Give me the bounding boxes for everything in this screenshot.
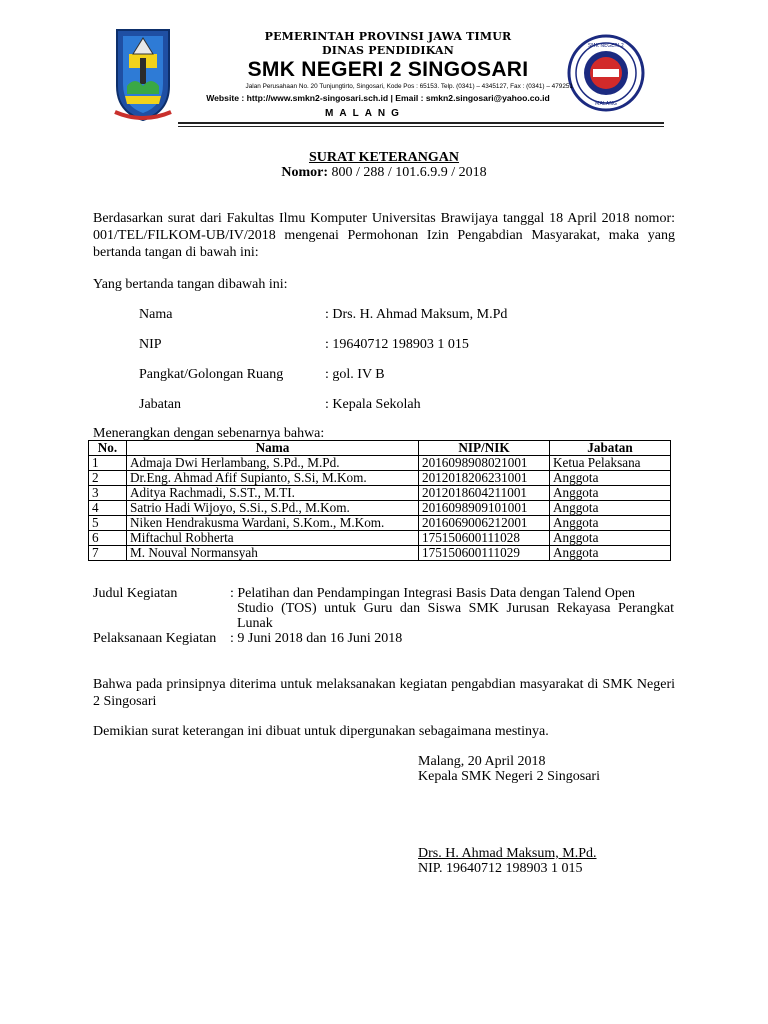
closing-sentence: Demikian surat keterangan ini dibuat untuk dipergunakan sebagaimana mestinya.: [93, 724, 549, 739]
letterhead-address: Jalan Perusahaan No. 20 Tunjungtirto, Singosari, Kode Pos : 65153. Telp. (0341) – 4345127, Fax : (0341) – 479251: [245, 83, 573, 90]
signer-name-label: Nama: [139, 307, 173, 322]
svg-text:MALANG: MALANG: [595, 101, 617, 107]
table-cell-nama: M. Nouval Normansyah: [127, 546, 419, 561]
letterhead-school-name: SMK NEGERI 2 SINGOSARI: [247, 58, 529, 81]
letterhead-divider-thin: [178, 126, 664, 127]
letterhead-government: PEMERINTAH PROVINSI JAWA TIMUR: [264, 30, 512, 43]
table-cell-no: 4: [89, 501, 127, 516]
table-cell-nama: Niken Hendrakusma Wardani, S.Kom., M.Kom.: [127, 516, 419, 531]
table-cell-jabatan: Anggota: [550, 501, 671, 516]
table-cell-jabatan: Anggota: [550, 531, 671, 546]
table-row: [89, 546, 671, 561]
table-cell-no: 1: [89, 456, 127, 471]
letterhead-contact: Website : http://www.smkn2-singosari.sch.id | Email : smkn2.singosari@yahoo.co.id: [206, 93, 550, 103]
letterhead: [178, 30, 598, 81]
activity-date-label: Pelaksanaan Kegiatan: [93, 631, 217, 646]
letter-title: SURAT KETERANGAN: [308, 150, 459, 165]
table-cell-no: 7: [89, 546, 127, 561]
activity-title-value-1: : Pelatihan dan Pendampingan Integrasi Basis Data dengan Talend Open: [230, 586, 636, 601]
signature-name: Drs. H. Ahmad Maksum, M.Pd.: [418, 846, 597, 861]
table-cell-jabatan: Anggota: [550, 486, 671, 501]
letterhead-divider: [178, 122, 664, 124]
table-cell-no: 2: [89, 471, 127, 486]
table-cell-jabatan: Anggota: [550, 471, 671, 486]
signature-nip: NIP. 19640712 198903 1 015: [418, 861, 583, 876]
signature-position: Kepala SMK Negeri 2 Singosari: [418, 769, 600, 784]
table-row: [89, 516, 671, 531]
letter-number: [0, 164, 768, 181]
table-cell-no: 3: [89, 486, 127, 501]
table-cell-nip: 2016069006212001: [419, 516, 550, 531]
letter-number-value: 800 / 288 / 101.6.9.9 / 2018: [327, 165, 487, 180]
statement: Menerangkan dengan sebenarnya bahwa:: [93, 426, 325, 441]
table-cell-nip: 2016098909101001: [419, 501, 550, 516]
team-table: [88, 440, 671, 561]
table-cell-nama: Admaja Dwi Herlambang, S.Pd., M.Pd.: [127, 456, 419, 471]
table-header-nip: NIP/NIK: [419, 441, 550, 456]
table-row: [89, 471, 671, 486]
signer-name-value: : Drs. H. Ahmad Maksum, M.Pd: [325, 307, 508, 322]
activity-date-value: : 9 Juni 2018 dan 16 Juni 2018: [230, 631, 403, 646]
signer-intro: Yang bertanda tangan dibawah ini:: [93, 277, 288, 292]
signer-position-value: : Kepala Sekolah: [325, 397, 421, 412]
table-cell-no: 6: [89, 531, 127, 546]
province-emblem-icon: [111, 24, 175, 124]
signer-rank-value: : gol. IV B: [325, 367, 385, 382]
signer-position-label: Jabatan: [139, 397, 181, 412]
table-row: [89, 531, 671, 546]
table-row: [89, 501, 671, 516]
table-cell-nip: 2016098908021001: [419, 456, 550, 471]
table-cell-nama: Miftachul Robherta: [127, 531, 419, 546]
table-cell-no: 5: [89, 516, 127, 531]
table-cell-jabatan: Anggota: [550, 546, 671, 561]
letterhead-city: MALANG: [325, 108, 405, 119]
table-row: [89, 486, 671, 501]
table-cell-nama: Satrio Hadi Wijoyo, S.Si., S.Pd., M.Kom.: [127, 501, 419, 516]
signer-rank-label: Pangkat/Golongan Ruang: [139, 367, 284, 382]
letterhead-department: DINAS PENDIDIKAN: [321, 44, 455, 57]
table-cell-nip: 2012018604211001: [419, 486, 550, 501]
table-cell-nip: 2012018206231001: [419, 471, 550, 486]
table-cell-nip: 175150600111028: [419, 531, 550, 546]
signer-nip-value: : 19640712 198903 1 015: [325, 337, 469, 352]
table-header-row: [89, 441, 671, 456]
table-cell-nama: Dr.Eng. Ahmad Afif Supianto, S.Si, M.Kom.: [127, 471, 419, 486]
activity-title-value-2: Studio (TOS) untuk Guru dan Siswa SMK Jurusan Rekayasa Perangkat: [237, 601, 674, 616]
table-cell-jabatan: Ketua Pelaksana: [550, 456, 671, 471]
table-header-jabatan: Jabatan: [550, 441, 671, 456]
table-cell-jabatan: Anggota: [550, 516, 671, 531]
signer-nip-label: NIP: [139, 337, 162, 352]
letter-number-label: Nomor:: [281, 165, 328, 180]
signature-place-date: Malang, 20 April 2018: [418, 754, 546, 769]
activity-title-label: Judul Kegiatan: [93, 586, 178, 601]
svg-text:SMK NEGERI 2: SMK NEGERI 2: [587, 43, 625, 49]
approval-paragraph: Bahwa pada prinsipnya diterima untuk melaksanakan kegiatan pengabdian masyarakat di SMK Negeri 2 Singosari: [93, 677, 675, 709]
table-row: [89, 456, 671, 471]
table-cell-nip: 175150600111029: [419, 546, 550, 561]
intro-paragraph: Berdasarkan surat dari Fakultas Ilmu Komputer Universitas Brawijaya tanggal 18 April 2018 nomor: 001/TEL/FILKOM-UB/IV/2018 mengenai Permohonan Izin Pengabdian Masyarakat, maka yang bertanda tangan di bawah ini:: [93, 211, 675, 260]
table-header-no: No.: [89, 441, 127, 456]
table-header-nama: Nama: [127, 441, 419, 456]
activity-title-value-3: Lunak: [237, 616, 273, 631]
table-cell-nama: Aditya Rachmadi, S.ST., M.TI.: [127, 486, 419, 501]
